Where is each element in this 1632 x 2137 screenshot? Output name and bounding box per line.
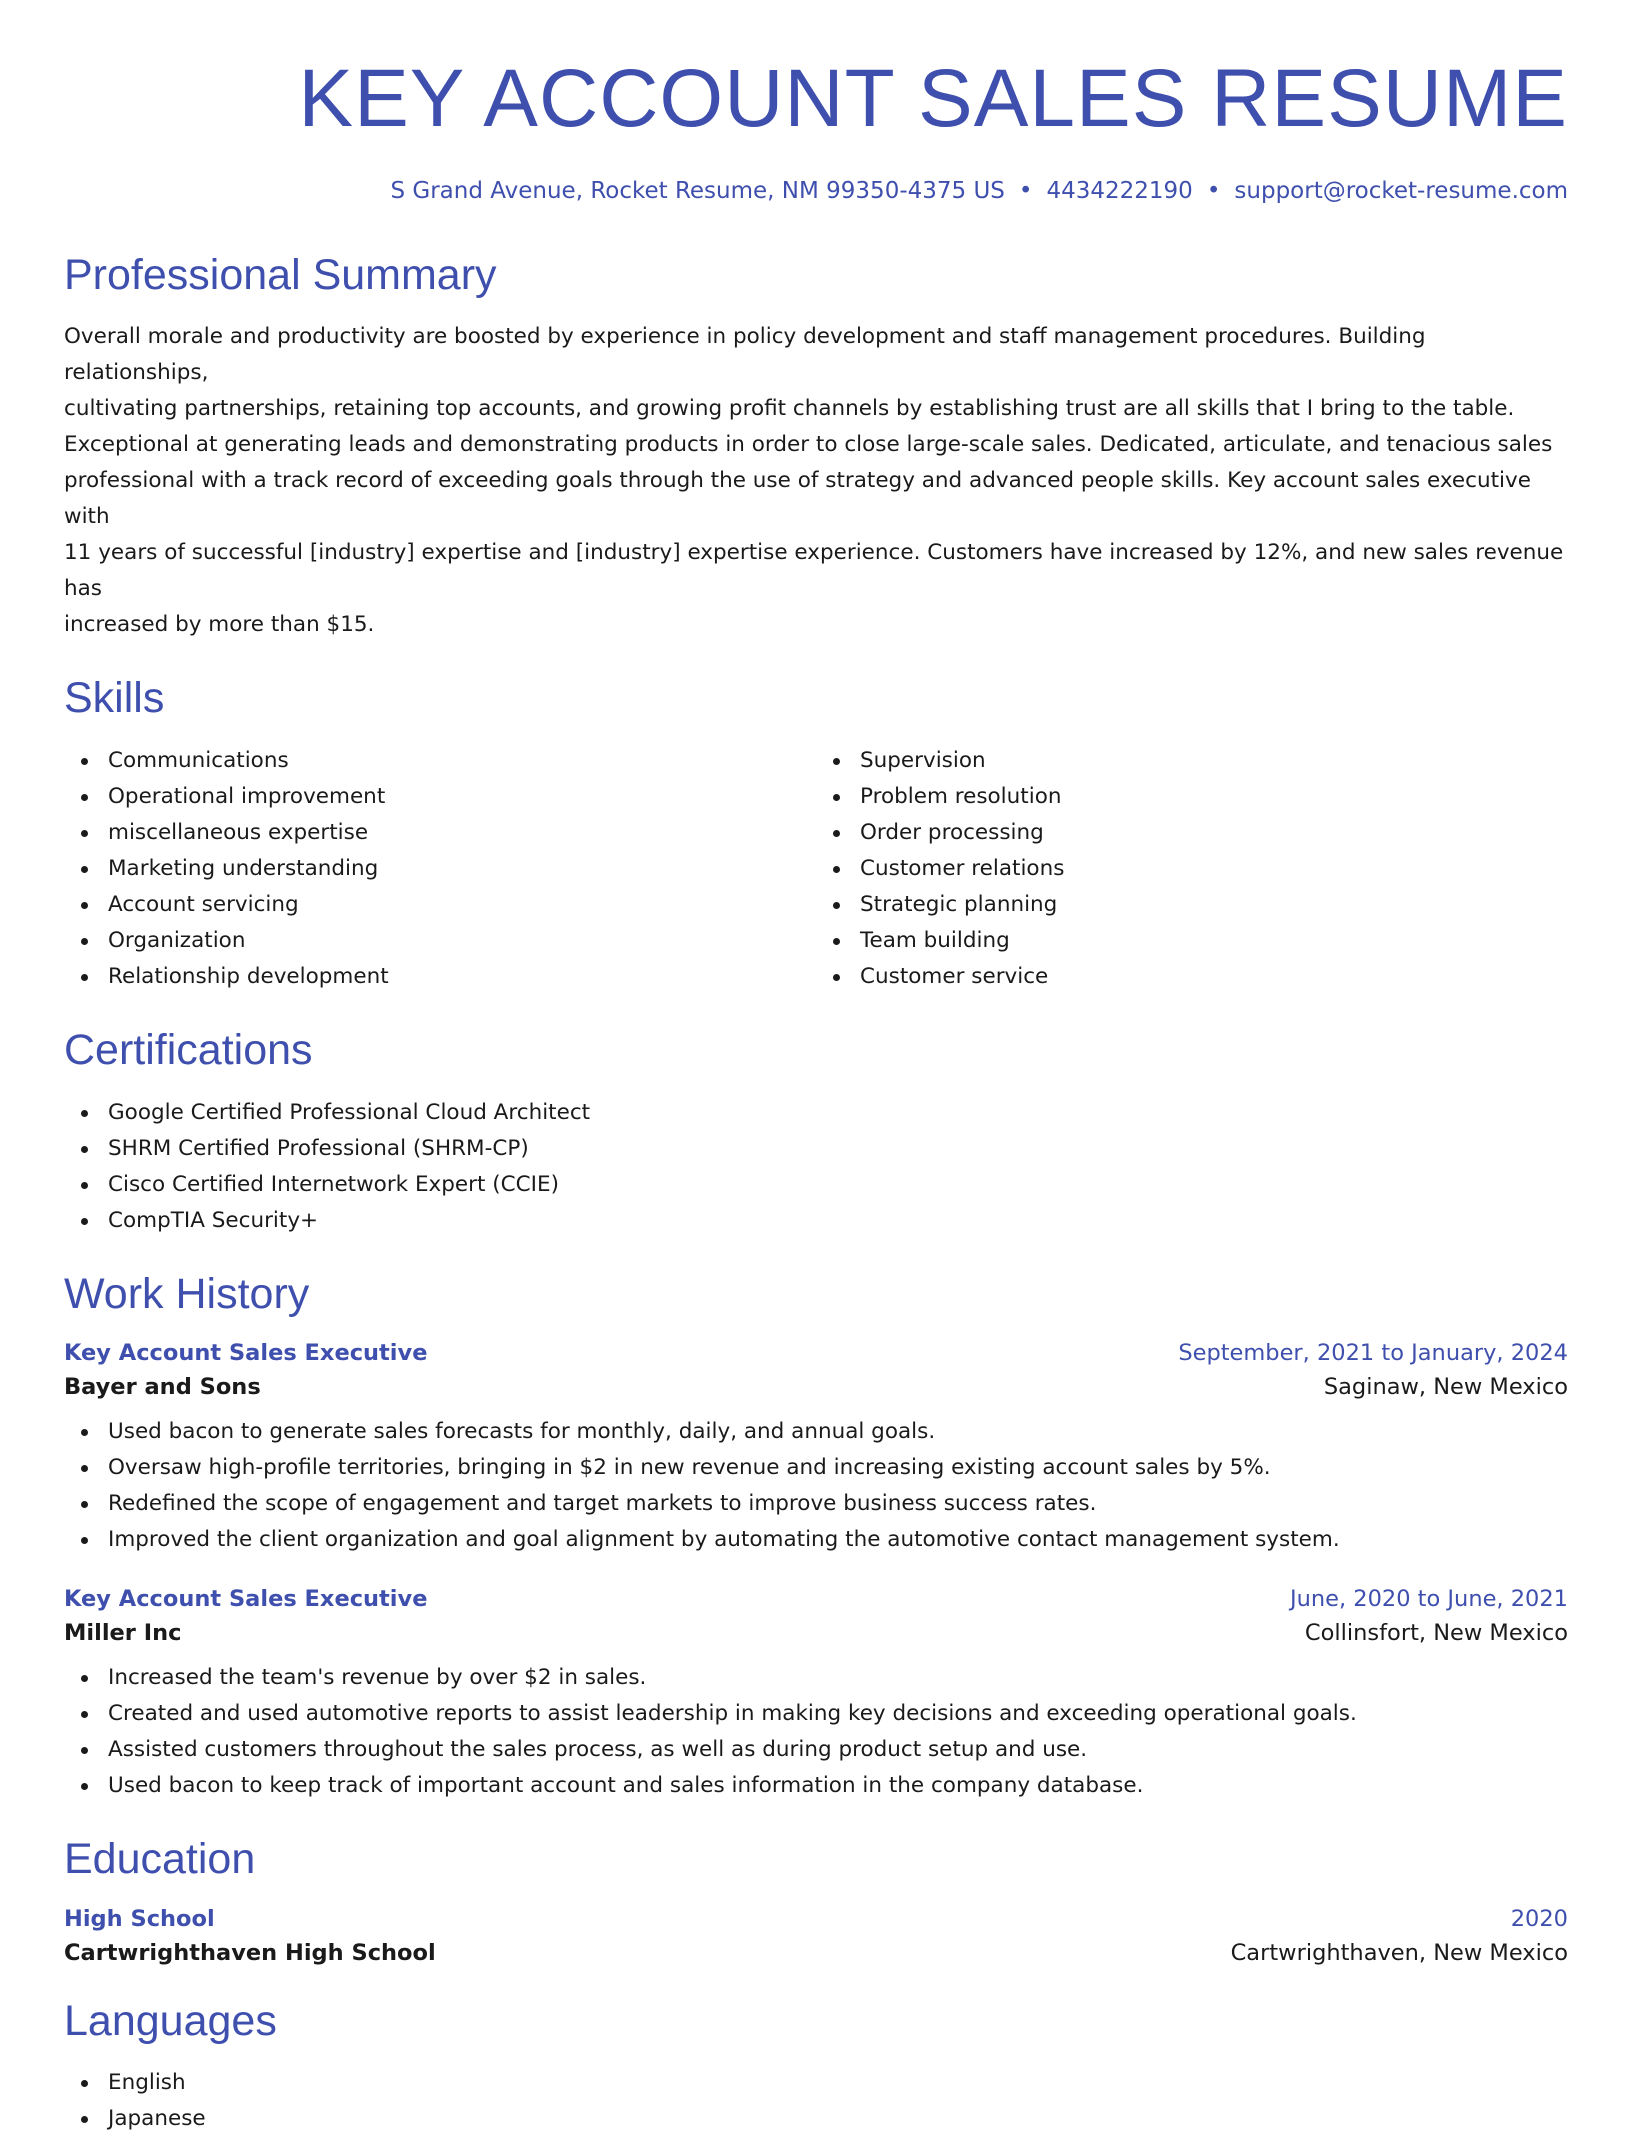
skill-item: Customer relations	[816, 851, 1568, 887]
contact-phone: 4434222190	[1046, 178, 1193, 205]
job-entry	[64, 1340, 1568, 1558]
skill-item: Communications	[64, 743, 816, 779]
job-bullet: Redefined the scope of engagement and target markets to improve business success rates.	[64, 1486, 1568, 1522]
skill-item: Team building	[816, 923, 1568, 959]
summary-line: professional with a track record of exceeding goals through the use of strategy and advanced people skills. Key account sales executive with	[64, 468, 1531, 530]
education-location: Cartwrighthaven, New Mexico	[1230, 1939, 1568, 1966]
summary-heading: Professional Summary	[64, 250, 497, 299]
job-bullet: Oversaw high-profile territories, bringing in $2 in new revenue and increasing existing account sales by 5%.	[64, 1450, 1568, 1486]
summary-line: cultivating partnerships, retaining top accounts, and growing profit channels by establishing trust are all skills that I bring to the table.	[64, 396, 1515, 422]
summary-text	[64, 319, 1568, 643]
skill-item: miscellaneous expertise	[64, 815, 816, 851]
summary-section	[64, 250, 1568, 644]
skill-item: Operational improvement	[64, 779, 816, 815]
job-bullet: Improved the client organization and goal alignment by automating the automotive contact management system.	[64, 1522, 1568, 1558]
skills-list-left	[64, 743, 816, 995]
language-item: English	[64, 2065, 1568, 2101]
skills-grid	[64, 743, 1568, 995]
certification-item: Cisco Certified Internetwork Expert (CCIE)	[64, 1167, 1568, 1203]
languages-heading: Languages	[64, 1996, 277, 2045]
job-company: Miller Inc	[64, 1620, 182, 1647]
job-company-row	[64, 1620, 1568, 1646]
skill-item: Marketing understanding	[64, 851, 816, 887]
job-entry	[64, 1586, 1568, 1804]
education-heading: Education	[64, 1835, 256, 1884]
skill-item: Customer service	[816, 959, 1568, 995]
summary-line: Overall morale and productivity are boosted by experience in policy development and staff management procedures. Building relationships,	[64, 324, 1426, 386]
languages-list	[64, 2065, 1568, 2137]
skills-heading: Skills	[64, 674, 165, 723]
certifications-heading: Certifications	[64, 1026, 313, 1075]
certifications-list	[64, 1095, 1568, 1239]
job-bullet: Assisted customers throughout the sales process, as well as during product setup and use.	[64, 1732, 1568, 1768]
job-title-row	[64, 1586, 1568, 1612]
job-company-row	[64, 1374, 1568, 1400]
work-section	[64, 1269, 1568, 1805]
summary-line: 11 years of successful [industry] expertise and [industry] expertise experience. Customers have increased by 12%, and new sales revenue has	[64, 540, 1564, 602]
job-title: Key Account Sales Executive	[64, 1340, 428, 1367]
education-degree-row	[64, 1906, 1568, 1932]
skill-item: Problem resolution	[816, 779, 1568, 815]
job-bullet: Created and used automotive reports to assist leadership in making key decisions and exceeding operational goals.	[64, 1696, 1568, 1732]
contact-email[interactable]: support@rocket-resume.com	[1234, 178, 1568, 205]
education-year: 2020	[1510, 1905, 1568, 1932]
summary-line: Exceptional at generating leads and demonstrating products in order to close large-scale sales. Dedicated, articulate, and tenacious sales	[64, 432, 1553, 458]
skills-section	[64, 673, 1568, 995]
languages-section	[64, 1996, 1568, 2137]
job-dates: June, 2020 to June, 2021	[1289, 1586, 1568, 1613]
job-bullet: Used bacon to generate sales forecasts for monthly, daily, and annual goals.	[64, 1414, 1568, 1450]
work-heading: Work History	[64, 1269, 310, 1318]
job-title-row	[64, 1340, 1568, 1366]
contact-separator: •	[1206, 178, 1221, 205]
skill-item: Supervision	[816, 743, 1568, 779]
job-bullet: Used bacon to keep track of important account and sales information in the company database.	[64, 1768, 1568, 1804]
certification-item: CompTIA Security+	[64, 1203, 1568, 1239]
job-location: Collinsfort, New Mexico	[1304, 1620, 1568, 1647]
language-item: Japanese	[64, 2101, 1568, 2137]
education-degree: High School	[64, 1905, 215, 1932]
skill-item: Relationship development	[64, 959, 816, 995]
job-company: Bayer and Sons	[64, 1374, 261, 1401]
certification-item: Google Certified Professional Cloud Architect	[64, 1095, 1568, 1131]
education-school: Cartwrighthaven High School	[64, 1939, 436, 1966]
contact-line	[64, 178, 1568, 206]
certification-item: SHRM Certified Professional (SHRM-CP)	[64, 1131, 1568, 1167]
skill-item: Strategic planning	[816, 887, 1568, 923]
education-section	[64, 1834, 1568, 1966]
education-school-row	[64, 1940, 1568, 1966]
skill-item: Account servicing	[64, 887, 816, 923]
contact-separator: •	[1018, 178, 1033, 205]
skills-list-right	[816, 743, 1568, 995]
job-dates: September, 2021 to January, 2024	[1178, 1340, 1568, 1367]
skill-item: Order processing	[816, 815, 1568, 851]
job-bullets	[64, 1660, 1568, 1804]
job-bullets	[64, 1414, 1568, 1558]
contact-address: S Grand Avenue, Rocket Resume, NM 99350-4375 US	[390, 178, 1005, 205]
job-location: Saginaw, New Mexico	[1323, 1374, 1568, 1401]
skill-item: Organization	[64, 923, 816, 959]
resume-title: KEY ACCOUNT SALES RESUME	[298, 53, 1568, 144]
job-title: Key Account Sales Executive	[64, 1586, 428, 1613]
certifications-section	[64, 1025, 1568, 1239]
summary-line: increased by more than $15.	[64, 612, 375, 638]
job-bullet: Increased the team's revenue by over $2 in sales.	[64, 1660, 1568, 1696]
